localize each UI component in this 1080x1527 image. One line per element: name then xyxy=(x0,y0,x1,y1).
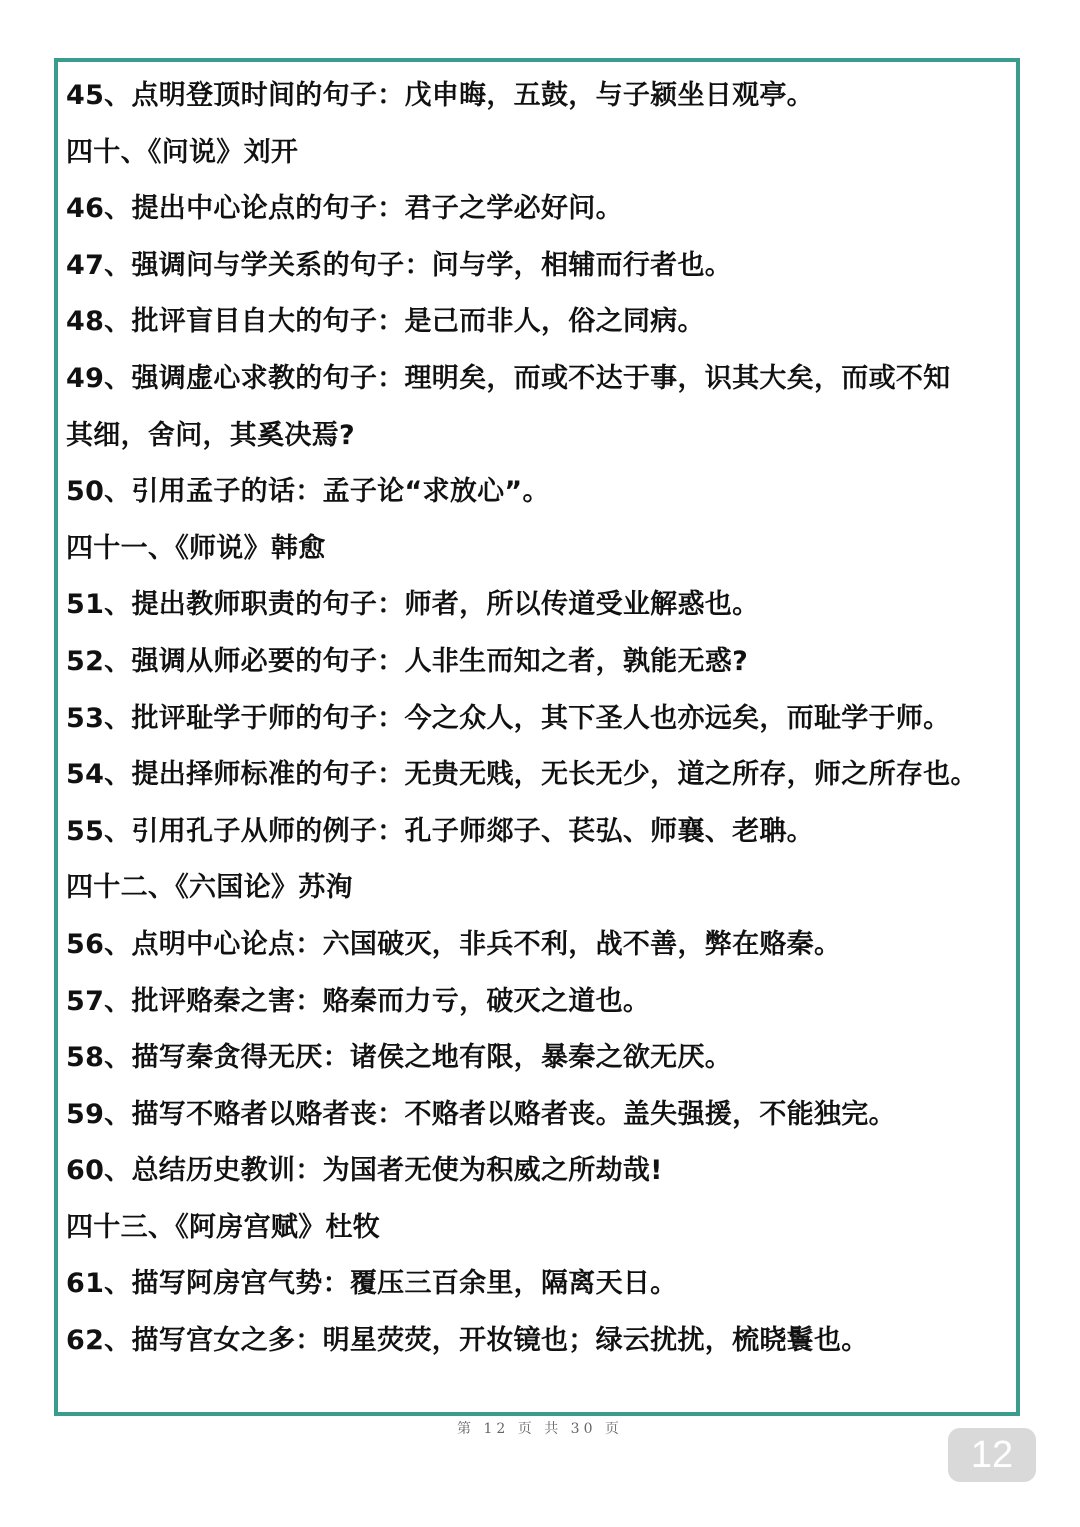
line-48: 48、批评盲目自大的句子：是己而非人，俗之同病。 xyxy=(66,306,705,338)
line-49: 49、强调虚心求教的句子：理明矣，而或不达于事，识其大矣，而或不知 xyxy=(66,362,951,394)
line-53: 53、批评耻学于师的句子：今之众人，其下圣人也亦远矣，而耻学于师。 xyxy=(66,702,951,734)
section-heading-43: 四十三、《阿房宫赋》杜牧 xyxy=(66,1211,381,1243)
line-49-continued: 其细，舍问，其奚决焉? xyxy=(66,419,355,451)
line-54: 54、提出择师标准的句子：无贵无贱，无长无少，道之所存，师之所存也。 xyxy=(66,759,978,791)
line-57: 57、批评赂秦之害：赂秦而力亏，破灭之道也。 xyxy=(66,985,651,1017)
document-body xyxy=(66,68,1026,1370)
line-51: 51、提出教师职责的句子：师者，所以传道受业解惑也。 xyxy=(66,589,760,621)
line-45: 45、点明登顶时间的句子：戊申晦，五鼓，与子颍坐日观亭。 xyxy=(66,80,814,111)
page-number-badge: 12 xyxy=(948,1428,1036,1482)
section-heading-41: 四十一、《师说》韩愈 xyxy=(66,532,326,564)
line-58: 58、描写秦贪得无厌：诸侯之地有限，暴秦之欲无厌。 xyxy=(66,1042,733,1074)
page-footer: 第 12 页 共 30 页 xyxy=(457,1421,623,1437)
line-47: 47、强调问与学关系的句子：问与学，相辅而行者也。 xyxy=(66,249,733,281)
section-heading-40: 四十、《问说》刘开 xyxy=(66,136,299,168)
line-46: 46、提出中心论点的句子：君子之学必好问。 xyxy=(66,193,623,225)
section-heading-42: 四十二、《六国论》苏洵 xyxy=(66,872,353,904)
line-56: 56、点明中心论点：六国破灭，非兵不利，战不善，弊在赂秦。 xyxy=(66,928,842,960)
line-55: 55、引用孔子从师的例子：孔子师郯子、苌弘、师襄、老聃。 xyxy=(66,815,814,847)
line-62: 62、描写宫女之多：明星荧荧，开妆镜也；绿云扰扰，梳晓鬟也。 xyxy=(66,1325,869,1357)
line-61: 61、描写阿房宫气势：覆压三百余里，隔离天日。 xyxy=(66,1268,678,1300)
line-52: 52、强调从师必要的句子：人非生而知之者，孰能无惑? xyxy=(66,645,749,677)
line-60: 60、总结历史教训：为国者无使为积威之所劫哉! xyxy=(66,1155,663,1187)
line-59: 59、描写不赂者以赂者丧：不赂者以赂者丧。盖失强援，不能独完。 xyxy=(66,1098,896,1130)
line-50: 50、引用孟子的话：孟子论“求放心”。 xyxy=(66,476,550,508)
